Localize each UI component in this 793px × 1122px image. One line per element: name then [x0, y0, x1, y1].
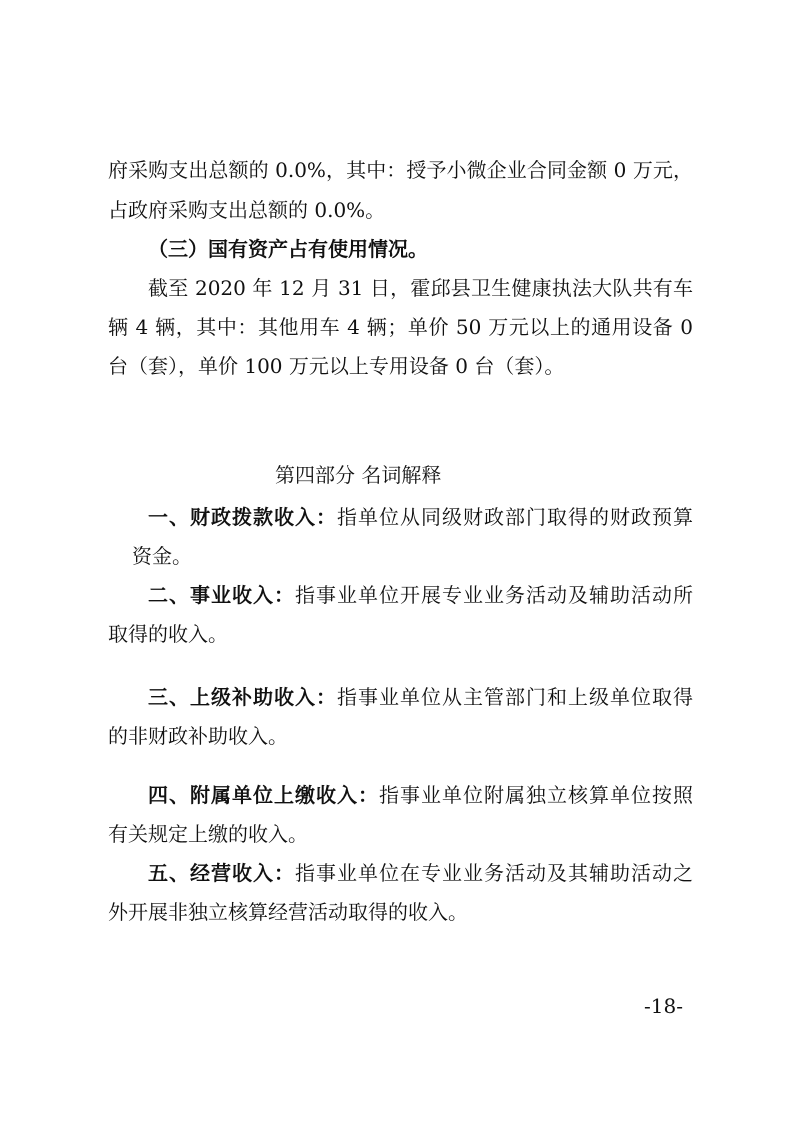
term-label: 五、经营收入：	[148, 861, 295, 885]
procurement-line-1: 府采购支出总额的 0.0%，其中：授予小微企业合同金额 0 万元，	[108, 158, 693, 182]
term-item-5	[148, 860, 693, 886]
term-item-4	[148, 782, 693, 808]
procurement-line-2: 占政府采购支出总额的 0.0%。	[108, 198, 386, 222]
term-definition: 指事业单位开展专业业务活动及辅助活动所	[295, 583, 693, 607]
term-label: 四、附属单位上缴收入：	[148, 783, 379, 807]
term-item-3	[148, 684, 693, 710]
term-definition: 指事业单位从主管部门和上级单位取得	[337, 685, 693, 709]
term-item-2-continued: 取得的收入。	[108, 622, 228, 646]
term-item-3-continued: 的非财政补助收入。	[108, 724, 288, 748]
term-item-5-continued: 外开展非独立核算经营活动取得的收入。	[108, 900, 468, 924]
term-item-1-continued: 资金。	[132, 544, 192, 568]
term-label: 一、财政拨款收入：	[148, 505, 337, 529]
assets-line-2: 辆 4 辆，其中：其他用车 4 辆；单价 50 万元以上的通用设备 0	[108, 315, 693, 339]
assets-line-3: 台（套），单价 100 万元以上专用设备 0 台（套）。	[108, 354, 565, 378]
term-definition: 指事业单位附属独立核算单位按照	[379, 783, 693, 807]
term-label: 三、上级补助收入：	[148, 685, 337, 709]
term-label: 二、事业收入：	[148, 583, 295, 607]
term-definition: 指单位从同级财政部门取得的财政预算	[337, 505, 693, 529]
assets-heading: （三）国有资产占有使用情况。	[148, 237, 428, 261]
assets-line-1: 截至 2020 年 12 月 31 日，霍邱县卫生健康执法大队共有车	[148, 276, 693, 300]
term-item-1	[148, 504, 693, 530]
term-item-2	[148, 582, 693, 608]
term-item-4-continued: 有关规定上缴的收入。	[108, 822, 308, 846]
part4-title: 第四部分 名词解释	[275, 463, 442, 487]
page-number: -18-	[644, 994, 683, 1018]
term-definition: 指事业单位在专业业务活动及其辅助活动之	[295, 861, 693, 885]
